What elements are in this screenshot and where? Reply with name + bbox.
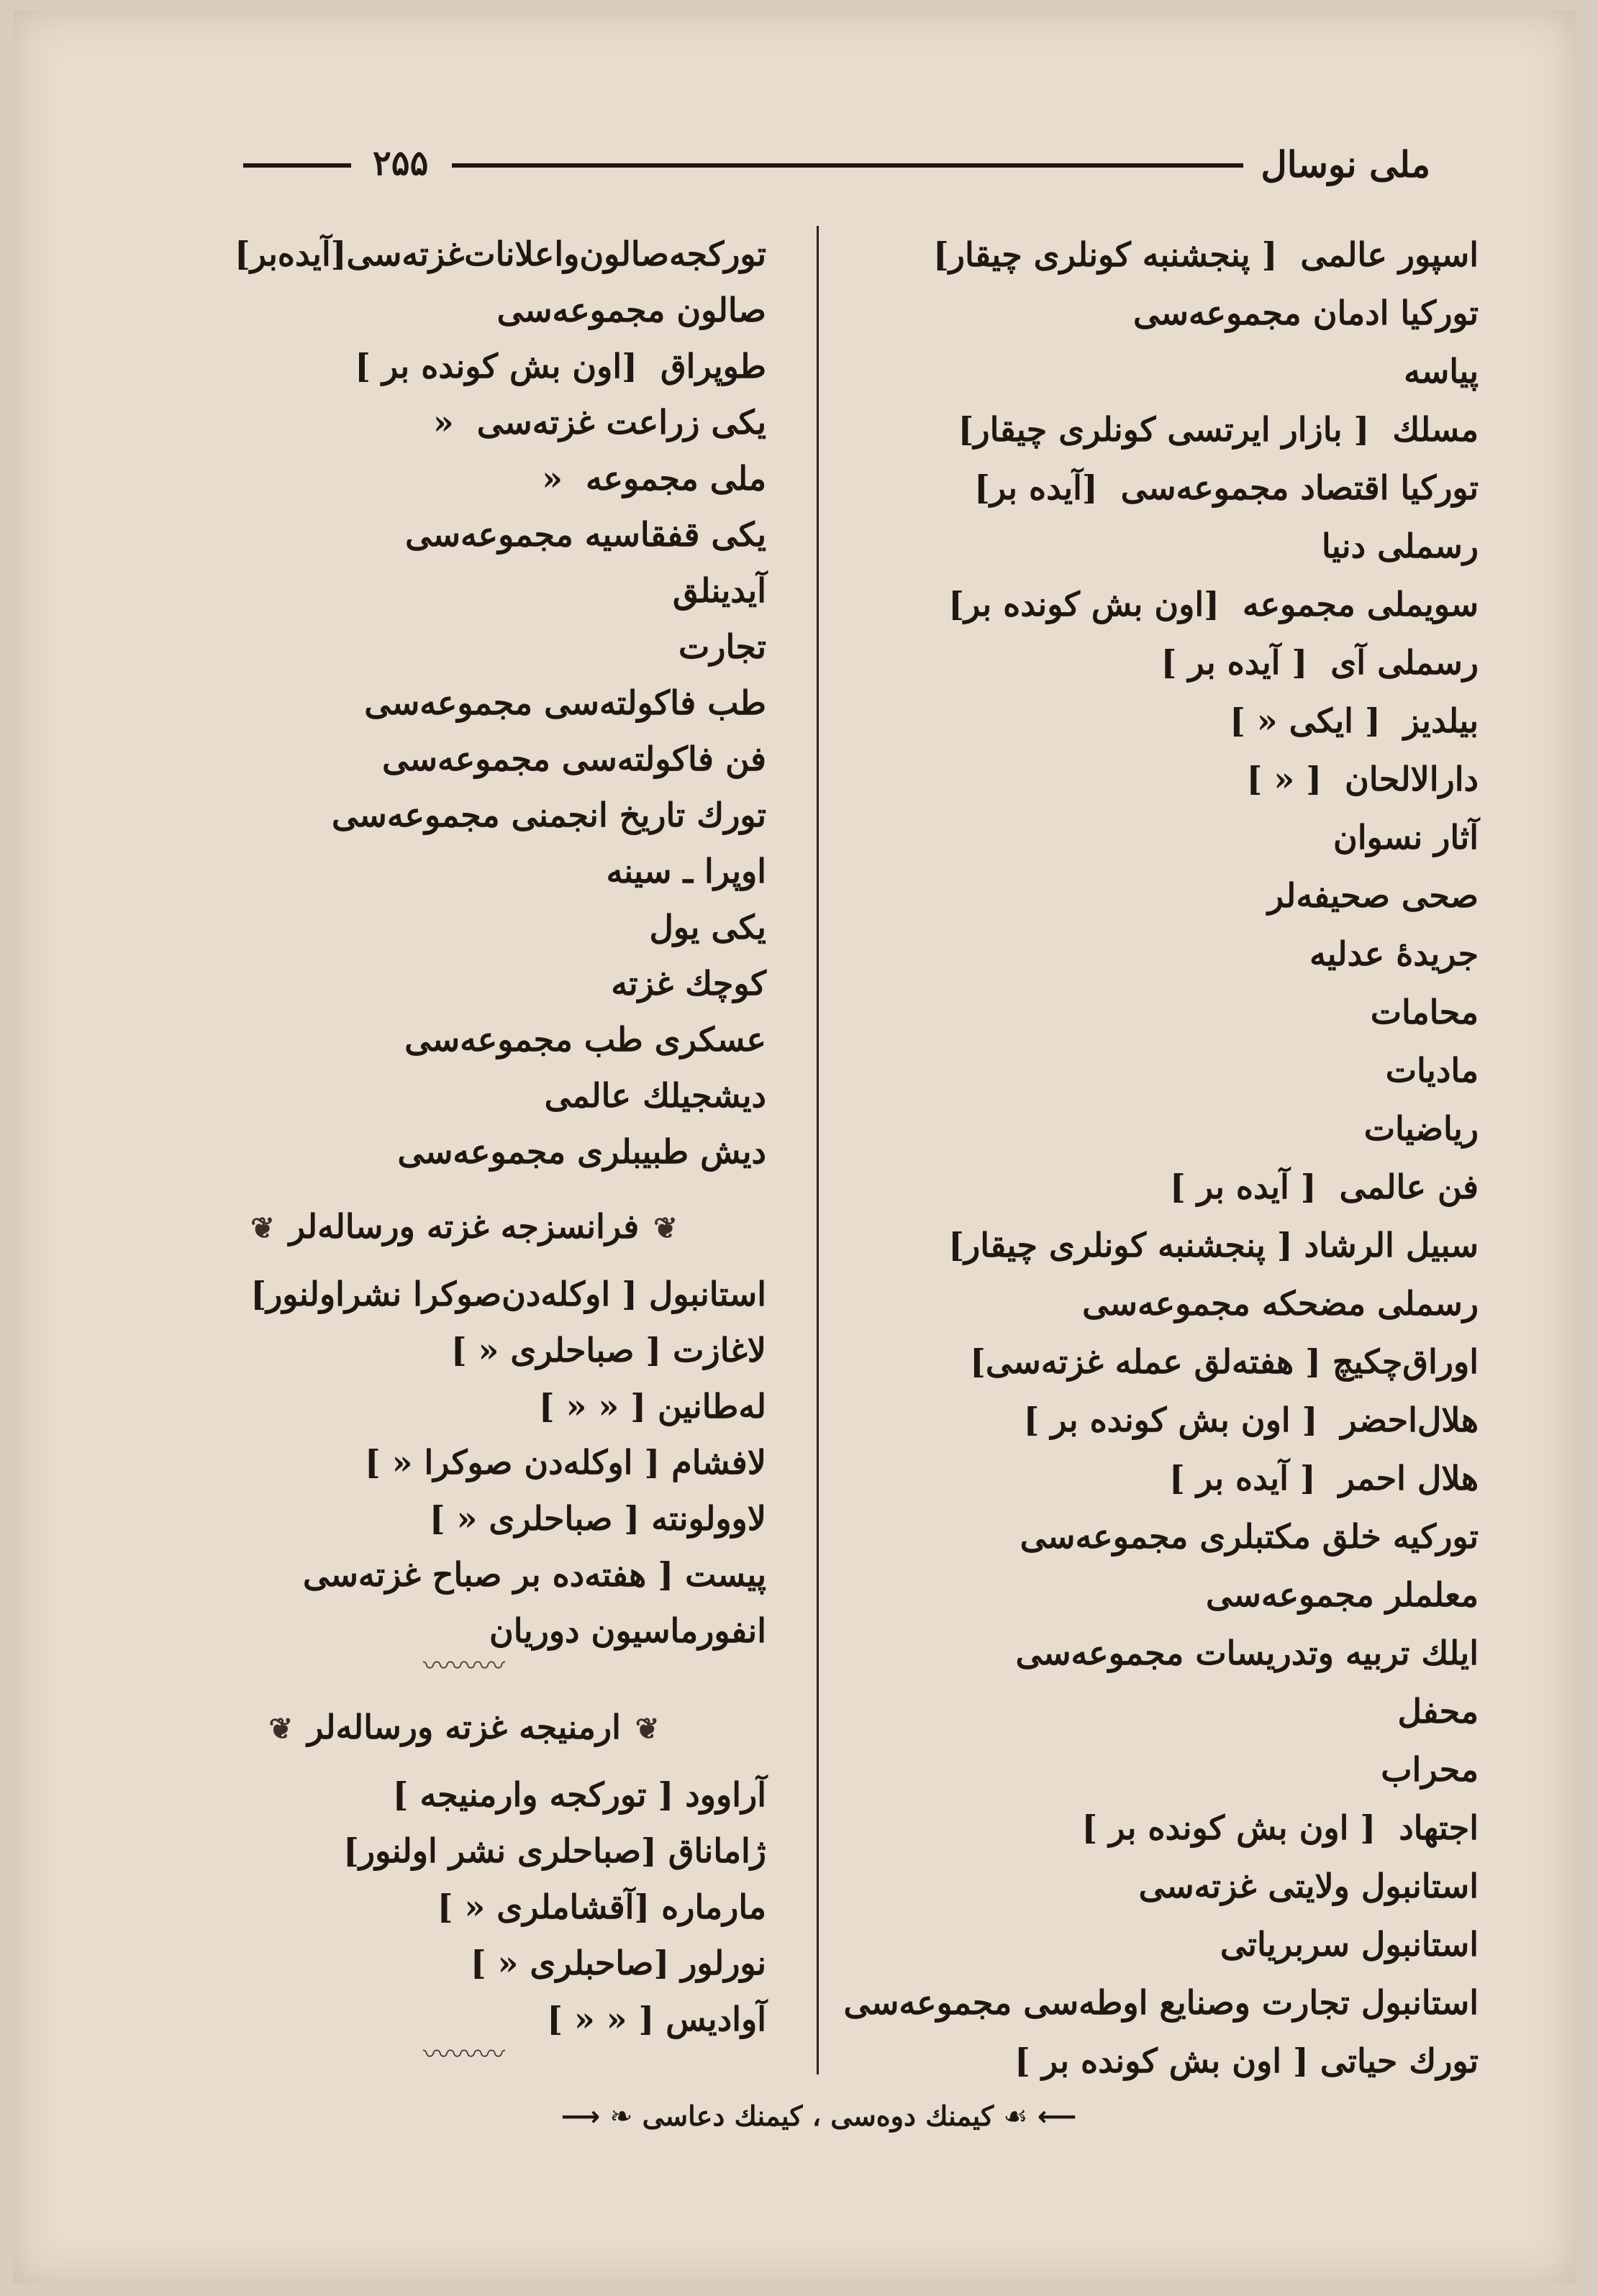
list-item: لاوولونته [ صباحلری « ] <box>429 1499 766 1538</box>
list-item: محامات <box>1370 993 1479 1031</box>
ornament-icon: ❦ <box>653 1211 678 1245</box>
list-item: فن فاکولته‌سی مجموعه‌سی <box>382 739 766 778</box>
list-item: تورکیه خلق مکتبلری مجموعه‌سی <box>1020 1517 1479 1556</box>
scanned-page <box>13 10 1576 2284</box>
list-item: طب فاکولته‌سی مجموعه‌سی <box>364 683 766 722</box>
list-item: اوراق‌چکیچ [ هفته‌لق عمله غزته‌سی] <box>970 1342 1479 1381</box>
section-heading-french: ❦فرانسزجه غزته ورساله‌لر❦ <box>250 1207 678 1246</box>
list-item: استانبول [ اوکله‌دن‌صوکرا نشراولنور] <box>250 1275 766 1313</box>
wavy-divider: 〰〰〰 <box>422 1650 505 1682</box>
ornament-icon: ❦ <box>635 1712 660 1746</box>
list-item: رسملی مضحکه مجموعه‌سی <box>1082 1284 1479 1323</box>
list-item: پیست [ هفته‌ده بر صباح غزته‌سی <box>303 1555 766 1594</box>
arrow-icon: ❧ ⟶ <box>560 2100 633 2132</box>
section-heading-armenian: ❦ارمنیجه غزته ورساله‌لر❦ <box>268 1708 660 1746</box>
list-item: استانبول سربریاتی <box>1220 1925 1479 1964</box>
list-item: انفورماسیون دوریان <box>489 1611 766 1650</box>
list-item: طوپراق ‌ [اون بش کونده بر ] <box>355 347 766 386</box>
ornament-icon: ❦ <box>250 1211 275 1245</box>
list-item: دارالالحان ‌ [ « ] <box>1246 760 1479 798</box>
list-item: ملی مجموعه ‌ « <box>542 459 766 498</box>
list-item: عسکری طب مجموعه‌سی <box>404 1020 766 1059</box>
wavy-divider: 〰〰〰 <box>422 2038 505 2070</box>
list-item: تورکجه‌صالون‌واعلانات‌غزته‌سی[آیده‌بر] <box>234 234 766 273</box>
list-item: هلال‌احضر ‌ [ اون بش کونده بر ] <box>1023 1400 1479 1439</box>
list-item: تورك تاریخ انجمنی مجموعه‌سی <box>331 796 766 834</box>
list-item: معلملر مجموعه‌سی <box>1206 1575 1479 1614</box>
header-rule <box>243 163 351 168</box>
list-item: صحی صحیفه‌لر <box>1267 876 1479 915</box>
page-header <box>243 143 1430 201</box>
list-item: یکی یول <box>649 908 766 947</box>
list-item: مارماره [آقشاملری « ] <box>437 1887 766 1926</box>
list-item: آوادیس [ « « ] <box>547 2000 766 2038</box>
list-item: نورلور [صاحبلری « ] <box>470 1944 766 1982</box>
list-item: رسملی دنیا <box>1321 527 1479 565</box>
list-item: استانبول تجارت وصنایع اوطه‌سی مجموعه‌سی <box>843 1983 1479 2022</box>
list-item: اجتهاد ‌ [ اون بش کونده بر ] <box>1081 1808 1479 1847</box>
arrow-icon: ⟵ ☙ <box>994 2100 1077 2132</box>
list-item: ریاضیات <box>1363 1109 1479 1148</box>
list-item: دیشجیلك عالمی <box>544 1076 766 1115</box>
ornament-icon: ❦ <box>268 1712 294 1746</box>
list-item: تجارت <box>678 627 766 666</box>
list-item: صالون مجموعه‌سی <box>496 291 766 329</box>
list-item: یکی زراعت غزته‌سی ‌ « <box>433 403 766 442</box>
list-item: استانبول ولایتی غزته‌سی <box>1138 1867 1479 1905</box>
list-item: کوچك غزته <box>611 964 766 1003</box>
list-item: آراوود [ تورکجه وارمنیجه ] <box>392 1775 766 1814</box>
list-item: سبیل الرشاد [ پنجشنبه کونلری چیقار] <box>948 1226 1479 1265</box>
list-item: ایلك تربیه وتدریسات مجموعه‌سی <box>1015 1634 1479 1672</box>
list-item: بیلدیز ‌ [ ایکی « ] <box>1230 701 1479 740</box>
list-item: رسملی آی ‌ [ آیده بر ] <box>1161 643 1479 682</box>
list-item: دیش طبیبلری مجموعه‌سی <box>397 1132 766 1171</box>
list-item: محفل <box>1397 1692 1479 1731</box>
list-item: سویملی مجموعه ‌ [اون بش کونده بر] <box>948 585 1479 624</box>
list-item: اوپرا ـ سینه <box>606 852 766 890</box>
list-item: آثار نسوان <box>1333 818 1479 857</box>
page-number: ۲۵۵ <box>373 143 429 183</box>
list-item: مادیات <box>1385 1051 1479 1090</box>
right-column <box>795 226 1479 2090</box>
list-item: آیدینلق <box>672 571 766 610</box>
list-item: تورکیا اقتصاد مجموعه‌سی ‌ [آیده بر] <box>974 468 1479 507</box>
list-item: تورکیا ادمان مجموعه‌سی <box>1133 293 1479 332</box>
list-item: محراب <box>1381 1750 1479 1789</box>
footer-proverb: ⟵ ☙ کیمنك دوه‌سی ، کیمنك دعاسی ❧ ⟶ <box>560 2100 1077 2132</box>
list-item: هلال احمر ‌ [ آیده بر ] <box>1169 1459 1479 1498</box>
left-column <box>162 226 766 2069</box>
list-item: تورك حیاتی [ اون بش کونده بر ] <box>1014 2041 1479 2080</box>
list-item: مسلك ‌ [ بازار ایرتسی کونلری چیقار] <box>958 410 1479 449</box>
list-item: لافشام [ اوکله‌دن صوکرا « ] <box>364 1443 766 1482</box>
list-item: پیاسه <box>1404 352 1479 391</box>
list-item: ژاماناق [صباحلری نشر اولنور] <box>343 1831 766 1870</box>
list-item: لاغازت [ صباحلری « ] <box>450 1331 766 1370</box>
list-item: اسپور عالمی ‌ [ پنجشنبه کونلری چیقار] <box>933 235 1479 274</box>
list-item: جریدهٔ عدلیه <box>1309 934 1479 973</box>
list-item: لەطانین [ « « ] <box>538 1387 766 1426</box>
list-item: فن عالمی ‌ [ آیده بر ] <box>1169 1167 1479 1206</box>
running-title: ملی نوسال <box>1261 143 1430 186</box>
header-rule <box>452 163 1243 168</box>
list-item: یکی قفقاسیه مجموعه‌سی <box>405 515 766 554</box>
